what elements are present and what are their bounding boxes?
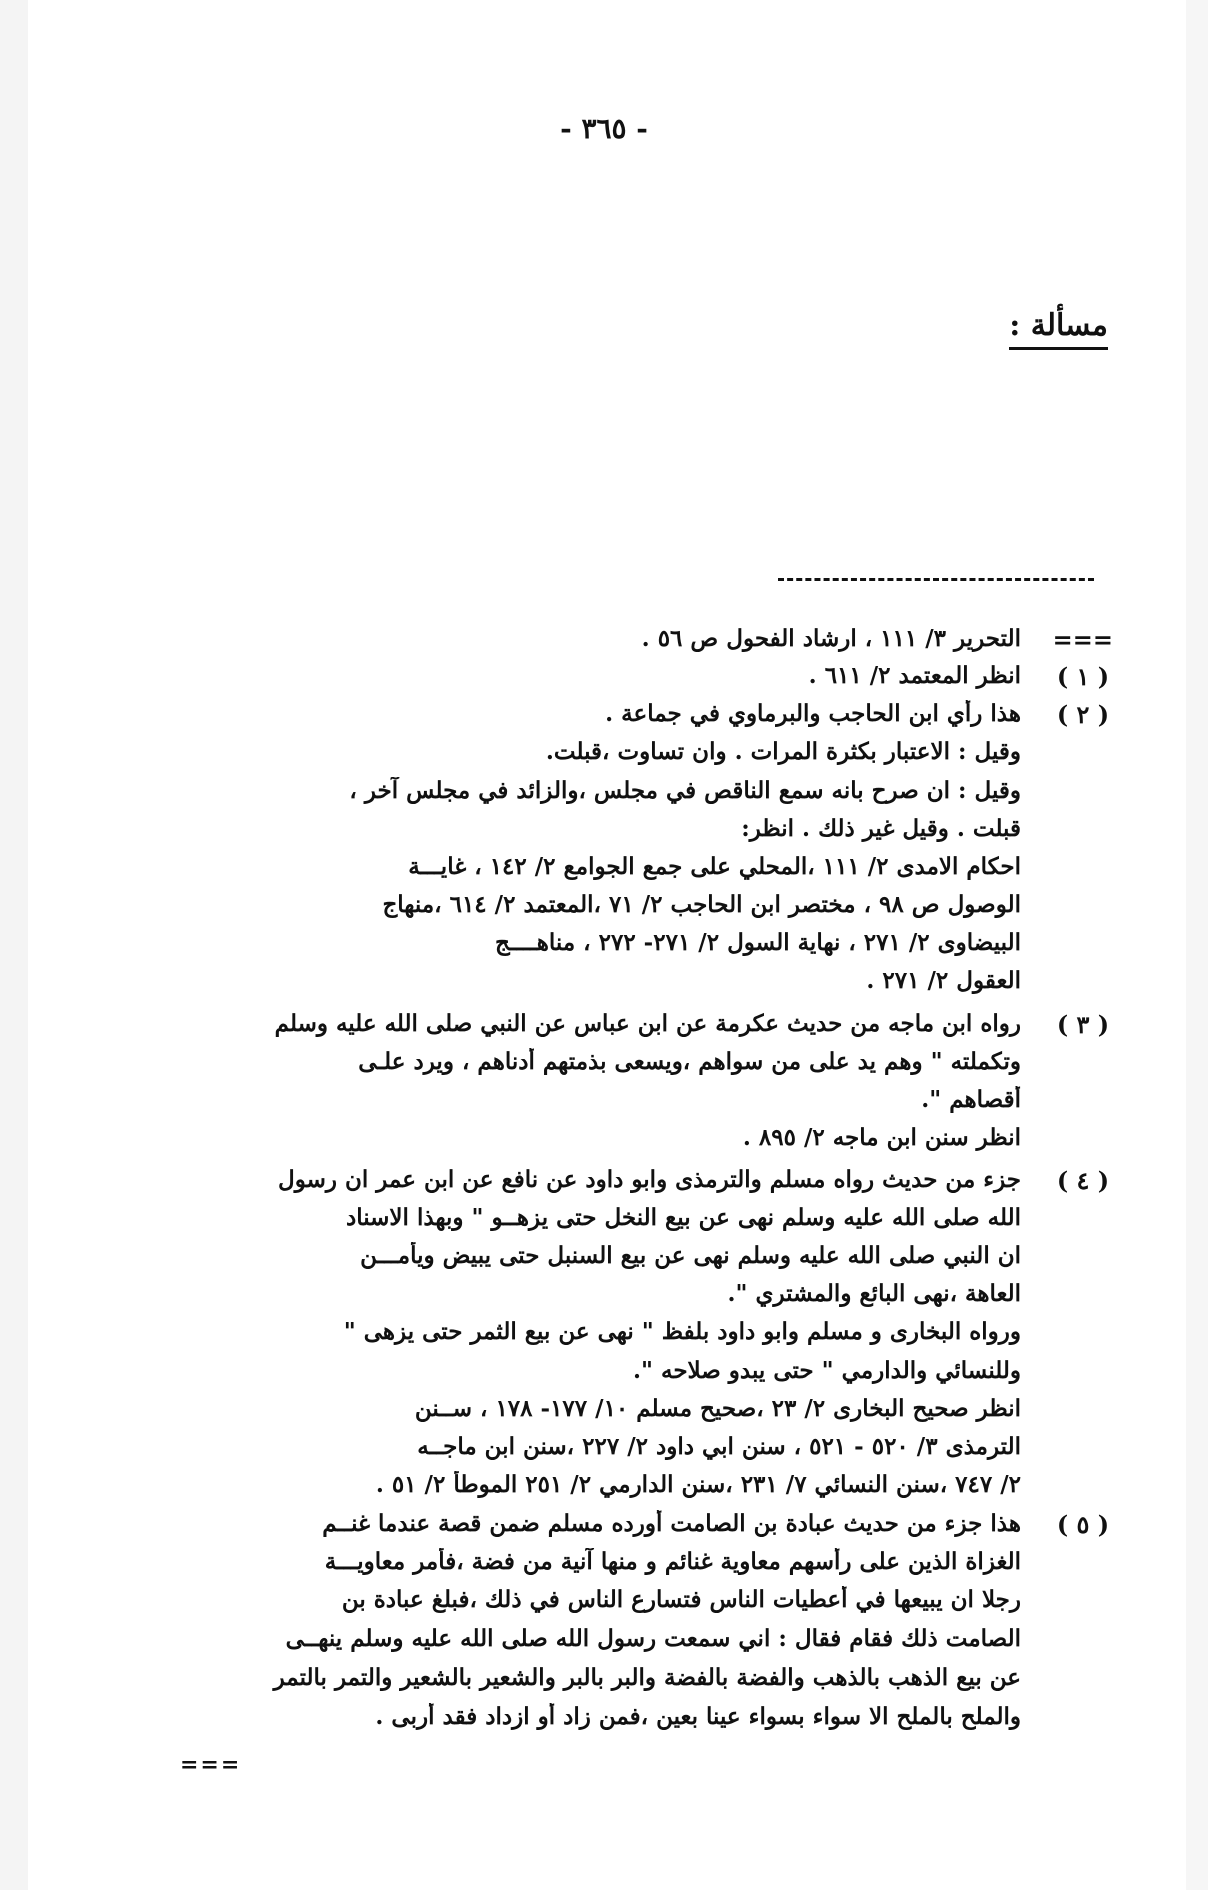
footnote-text: هذا جزء من حديث عبادة بن الصامت أورده مسلم ضمن قصة عندما غنــم [322,1510,1021,1537]
footnote-number: ( ٤ ) [1056,1166,1110,1195]
footnote-text: وقيل : ان صرح بانه سمع الناقص في مجلس ،والزائد في مجلس آخر ، [349,777,1021,804]
footnote-text: الله صلى الله عليه وسلم نهى عن بيع النخل حتى يزهــو " وبهذا الاسناد [345,1204,1021,1231]
footnote-text: الترمذى ٣/ ٥٢٠ - ٥٢١ ، سنن ابي داود ٢/ ٢٢٧ ،سنن ابن ماجــه [417,1433,1021,1460]
footnote-line [93,1586,1113,1622]
footnote-text: أقصاهم ". [921,1086,1021,1113]
footnote-text: قبلت . وقيل غير ذلك . انظر: [741,815,1021,842]
footnote-text: والملح بالملح الا سواء بسواء عينا بعين ،فمن زاد أو ازداد فقد أربى . [375,1703,1021,1730]
footnote-line [93,1703,1113,1739]
footnote-line [93,738,1113,774]
section-heading: مسألة : [1009,308,1108,350]
footnote-text: وقيل : الاعتبار بكثرة المرات . وان تساوت ،قبلت. [545,738,1021,765]
footnote-line [93,662,1113,698]
footnote-text: رواه ابن ماجه من حديث عكرمة عن ابن عباس عن النبي صلى الله عليه وسلم [274,1010,1021,1037]
end-mark: === [180,1752,242,1778]
footnote-text: عن بيع الذهب بالذهب والفضة بالفضة والبر بالبر والشعير بالشعير والتمر بالتمر [273,1664,1021,1691]
footnote-line [93,967,1113,1003]
footnote-line [93,1166,1113,1202]
footnote-line [93,1280,1113,1316]
footnote-text: العاهة ،نهى البائع والمشتري ". [727,1280,1021,1307]
footnote-number: ( ١ ) [1056,662,1110,691]
footnote-line [93,1357,1113,1393]
footnote-line [93,1548,1113,1584]
footnote-text: العقول ٢/ ٢٧١ . [866,967,1021,994]
footnote-number: ( ٣ ) [1056,1010,1110,1039]
footnote-text: هذا رأي ابن الحاجب والبرماوي في جماعة . [605,700,1021,727]
footnote-text: احكام الامدى ٢/ ١١١ ،المحلي على جمع الجوامع ٢/ ١٤٢ ، غايـــة [408,853,1021,880]
footnote-line [93,625,1113,661]
footnote-line [93,700,1113,736]
footnote-separator [778,578,1094,581]
footnote-text: انظر صحيح البخارى ٢/ ٢٣ ،صحيح مسلم ١٠/ ١٧٧- ١٧٨ ، ســنن [414,1395,1021,1422]
footnote-line [93,853,1113,889]
footnote-text: الصامت ذلك فقام فقال : اني سمعت رسول الله صلى الله عليه وسلم ينهــى [285,1625,1021,1652]
footnote-text: ان النبي صلى الله عليه وسلم نهى عن بيع السنبل حتى يبيض ويأمـــن [360,1242,1021,1269]
footnote-text: التحرير ٣/ ١١١ ، ارشاد الفحول ص ٥٦ . [641,625,1021,652]
footnote-text: رجلا ان يبيعها في أعطيات الناس فتسارع الناس في ذلك ،فبلغ عبادة بن [341,1586,1021,1613]
footnote-text: الغزاة الذين على رأسهم معاوية غنائم و منها آنية من فضة ،فأمر معاويـــة [324,1548,1021,1575]
footnote-text: انظر المعتمد ٢/ ٦١١ . [808,662,1021,689]
footnote-line [93,1010,1113,1046]
footnote-line [93,1395,1113,1431]
page-number: - ٣٦٥ - [560,112,648,145]
footnote-line [93,1471,1113,1507]
footnote-line [93,815,1113,851]
footnote-text: وتكملته " وهم يد على من سواهم ،ويسعى بذمتهم أدناهم ، ويرد علـى [358,1048,1021,1075]
right-scan-edge [1186,0,1208,1890]
footnote-line [93,1048,1113,1084]
left-scan-edge [0,0,28,1890]
footnote-line [93,1124,1113,1160]
footnote-line [93,1625,1113,1661]
footnote-line [93,1433,1113,1469]
footnote-number: ( ٢ ) [1056,700,1110,729]
footnote-line [93,1318,1113,1354]
footnote-line [93,1510,1113,1546]
footnote-number: === [1052,625,1113,654]
footnote-line [93,777,1113,813]
footnote-number: ( ٥ ) [1056,1510,1110,1539]
footnote-text: الوصول ص ٩٨ ، مختصر ابن الحاجب ٢/ ٧١ ،المعتمد ٢/ ٦١٤ ،منهاج [382,891,1021,918]
footnote-text: ورواه البخارى و مسلم وابو داود بلفظ " نهى عن بيع الثمر حتى يزهى " [343,1318,1021,1345]
footnote-line [93,1664,1113,1700]
footnote-text: جزء من حديث رواه مسلم والترمذى وابو داود عن نافع عن ابن عمر ان رسول [277,1166,1021,1193]
footnote-text: انظر سنن ابن ماجه ٢/ ٨٩٥ . [742,1124,1021,1151]
footnote-line [93,929,1113,965]
footnote-text: وللنسائي والدارمي " حتى يبدو صلاحه ". [632,1357,1021,1384]
footnote-line [93,1242,1113,1278]
footnote-line [93,891,1113,927]
footnote-text: البيضاوى ٢/ ٢٧١ ، نهاية السول ٢/ ٢٧١- ٢٧٢ ، مناهــــج [494,929,1021,956]
footnote-line [93,1204,1113,1240]
footnote-text: ٢/ ٧٤٧ ،سنن النسائي ٧/ ٢٣١ ،سنن الدارمي ٢/ ٢٥١ الموطأ ٢/ ٥١ . [375,1471,1021,1498]
footnote-line [93,1086,1113,1122]
